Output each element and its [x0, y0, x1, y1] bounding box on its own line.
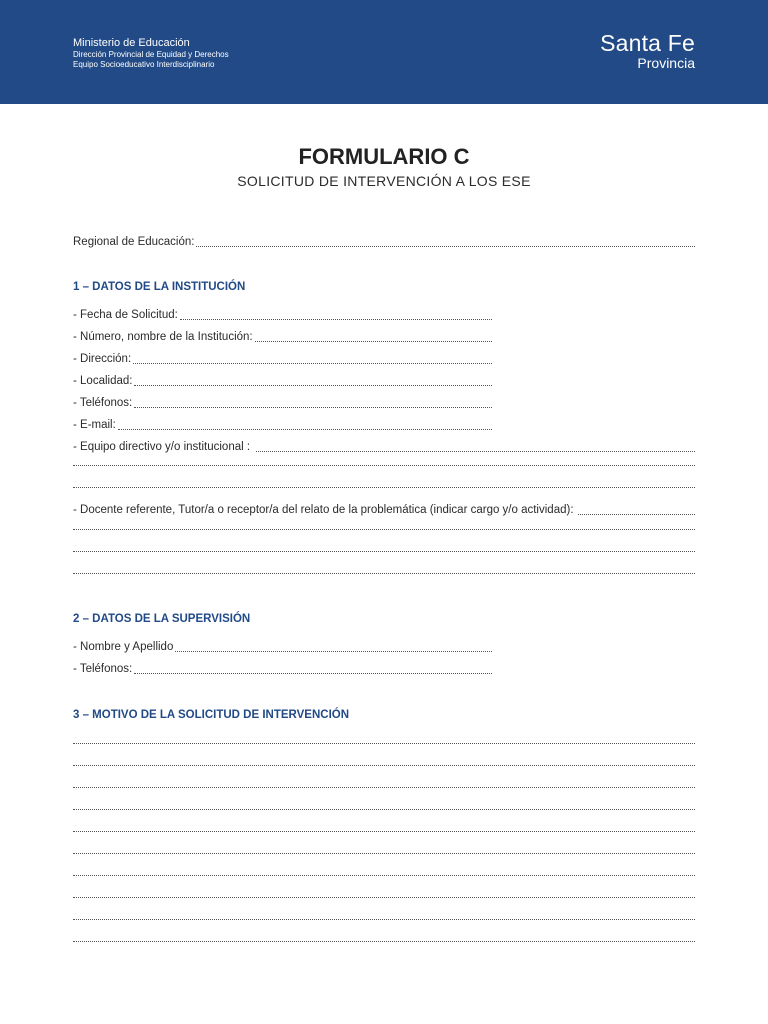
field-input-line[interactable] — [256, 441, 695, 452]
field-docente-referente[interactable] — [73, 502, 695, 518]
regional-label: Regional de Educación: — [73, 236, 195, 248]
direction-name: Dirección Provincial de Equidad y Derechos — [73, 50, 229, 59]
field-label: - Equipo directivo y/o institucional : — [73, 441, 251, 453]
santa-fe-logo — [600, 30, 695, 70]
field-label: - E-mail: — [73, 419, 116, 431]
field-nombre-apellido[interactable] — [73, 639, 492, 655]
field-label: - Dirección: — [73, 353, 132, 365]
field-label: - Teléfonos: — [73, 663, 133, 675]
blank-line[interactable] — [73, 465, 695, 466]
section-1-heading: 1 – DATOS DE LA INSTITUCIÓN — [73, 281, 246, 293]
field-input-line[interactable] — [133, 353, 492, 364]
blank-line[interactable] — [73, 573, 695, 574]
blank-line[interactable] — [73, 853, 695, 854]
ministry-block — [73, 37, 229, 70]
field-institucion[interactable] — [73, 329, 492, 345]
field-input-line[interactable] — [578, 504, 695, 515]
form-title: FORMULARIO C — [298, 144, 470, 169]
field-telefonos[interactable] — [73, 395, 492, 411]
blank-line[interactable] — [73, 897, 695, 898]
brand-sub: Provincia — [637, 55, 695, 71]
field-localidad[interactable] — [73, 373, 492, 389]
field-equipo-directivo[interactable] — [73, 439, 695, 455]
field-input-line[interactable] — [118, 419, 492, 430]
blank-line[interactable] — [73, 765, 695, 766]
form-subtitle: SOLICITUD DE INTERVENCIÓN A LOS ESE — [237, 173, 531, 189]
blank-line[interactable] — [73, 809, 695, 810]
ministry-name: Ministerio de Educación — [73, 37, 190, 49]
field-input-line[interactable] — [175, 641, 492, 652]
field-label: - Número, nombre de la Institución: — [73, 331, 253, 343]
field-telefonos-supervision[interactable] — [73, 661, 492, 677]
field-label: - Fecha de Solicitud: — [73, 309, 178, 321]
field-label: - Teléfonos: — [73, 397, 133, 409]
field-input-line[interactable] — [180, 309, 492, 320]
blank-line[interactable] — [73, 529, 695, 530]
blank-line[interactable] — [73, 787, 695, 788]
blank-line[interactable] — [73, 941, 695, 942]
field-label: - Docente referente, Tutor/a o receptor/a del relato de la problemática (indicar cargo y/o actividad): — [73, 504, 574, 516]
blank-line[interactable] — [73, 919, 695, 920]
section-3-heading: 3 – MOTIVO DE LA SOLICITUD DE INTERVENCIÓN — [73, 709, 350, 721]
blank-line[interactable] — [73, 551, 695, 552]
field-input-line[interactable] — [134, 663, 492, 674]
regional-field[interactable] — [73, 234, 695, 250]
field-label: - Localidad: — [73, 375, 133, 387]
field-direccion[interactable] — [73, 351, 492, 367]
field-fecha[interactable] — [73, 307, 492, 323]
field-input-line[interactable] — [134, 397, 492, 408]
blank-line[interactable] — [73, 487, 695, 488]
header-banner — [0, 0, 768, 104]
team-name: Equipo Socioeducativo Interdisciplinario — [73, 60, 215, 69]
field-email[interactable] — [73, 417, 492, 433]
brand-name: Santa Fe — [600, 30, 695, 56]
section-2-heading: 2 – DATOS DE LA SUPERVISIÓN — [73, 613, 251, 625]
field-input-line[interactable] — [134, 375, 492, 386]
field-input-line[interactable] — [255, 331, 492, 342]
blank-line[interactable] — [73, 743, 695, 744]
field-label: - Nombre y Apellido — [73, 641, 174, 653]
regional-input-line[interactable] — [196, 236, 695, 247]
blank-line[interactable] — [73, 875, 695, 876]
blank-line[interactable] — [73, 831, 695, 832]
